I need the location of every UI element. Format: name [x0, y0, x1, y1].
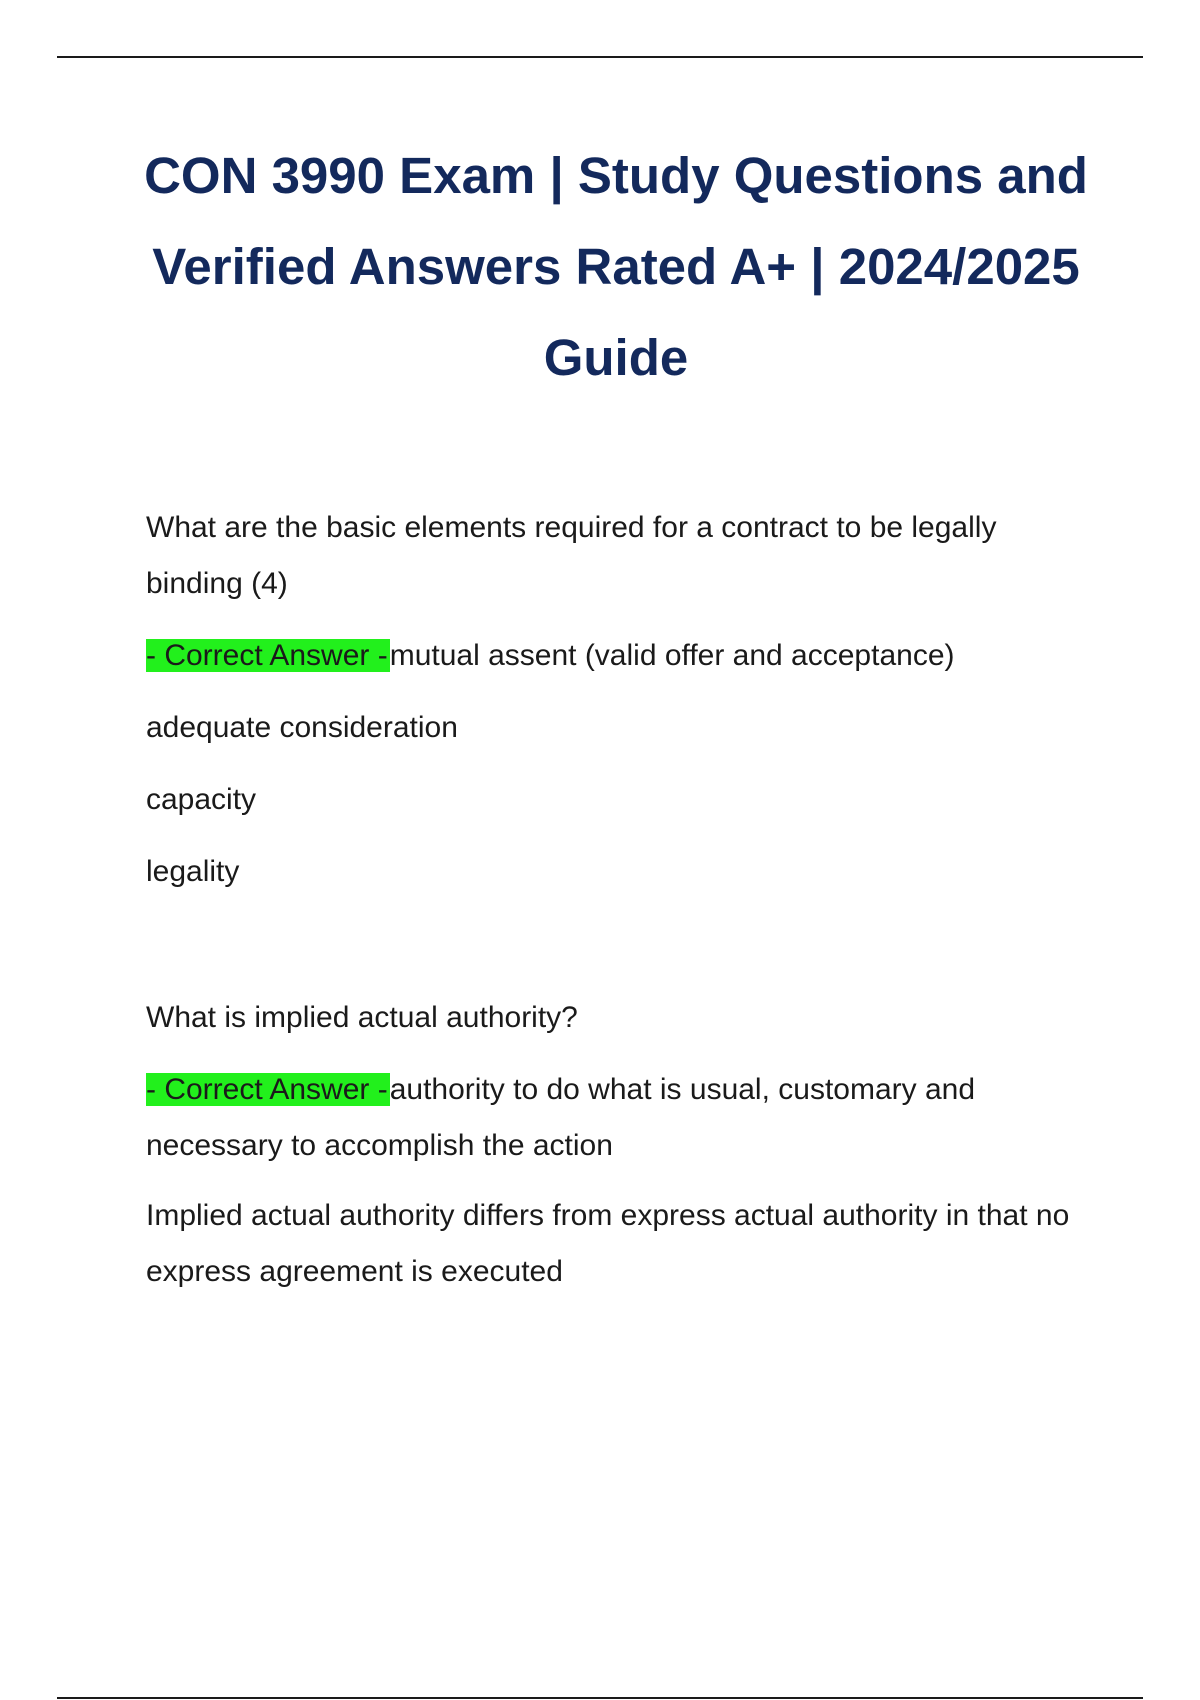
answer-line — [146, 1062, 1076, 1174]
bottom-rule — [57, 1697, 1143, 1699]
qa-content — [146, 500, 1076, 1316]
top-rule — [57, 56, 1143, 58]
answer-text: mutual assent (valid offer and acceptance) — [389, 639, 955, 672]
answer-item: legality — [146, 855, 240, 888]
document-title: CON 3990 Exam | Study Questions and Verified Answers Rated A+ | 2024/2025 Guide — [144, 147, 1088, 386]
correct-answer-label: - Correct Answer - — [146, 1073, 388, 1106]
answer-item: capacity — [146, 783, 257, 816]
answer-text: authority to do what is usual, customary and necessary to accomplish the action — [146, 1073, 976, 1162]
question-text: What is implied actual authority? — [146, 1001, 578, 1034]
qa-item — [146, 990, 1076, 1300]
qa-item — [146, 500, 1076, 900]
answer-item: adequate consideration — [146, 711, 458, 744]
answer-line — [146, 628, 1076, 684]
answer-item: Implied actual authority differs from express actual authority in that no express agreement is executed — [146, 1199, 1070, 1288]
correct-answer-label: - Correct Answer - — [146, 639, 388, 672]
question-text: What are the basic elements required for a contract to be legally binding (4) — [146, 511, 997, 600]
